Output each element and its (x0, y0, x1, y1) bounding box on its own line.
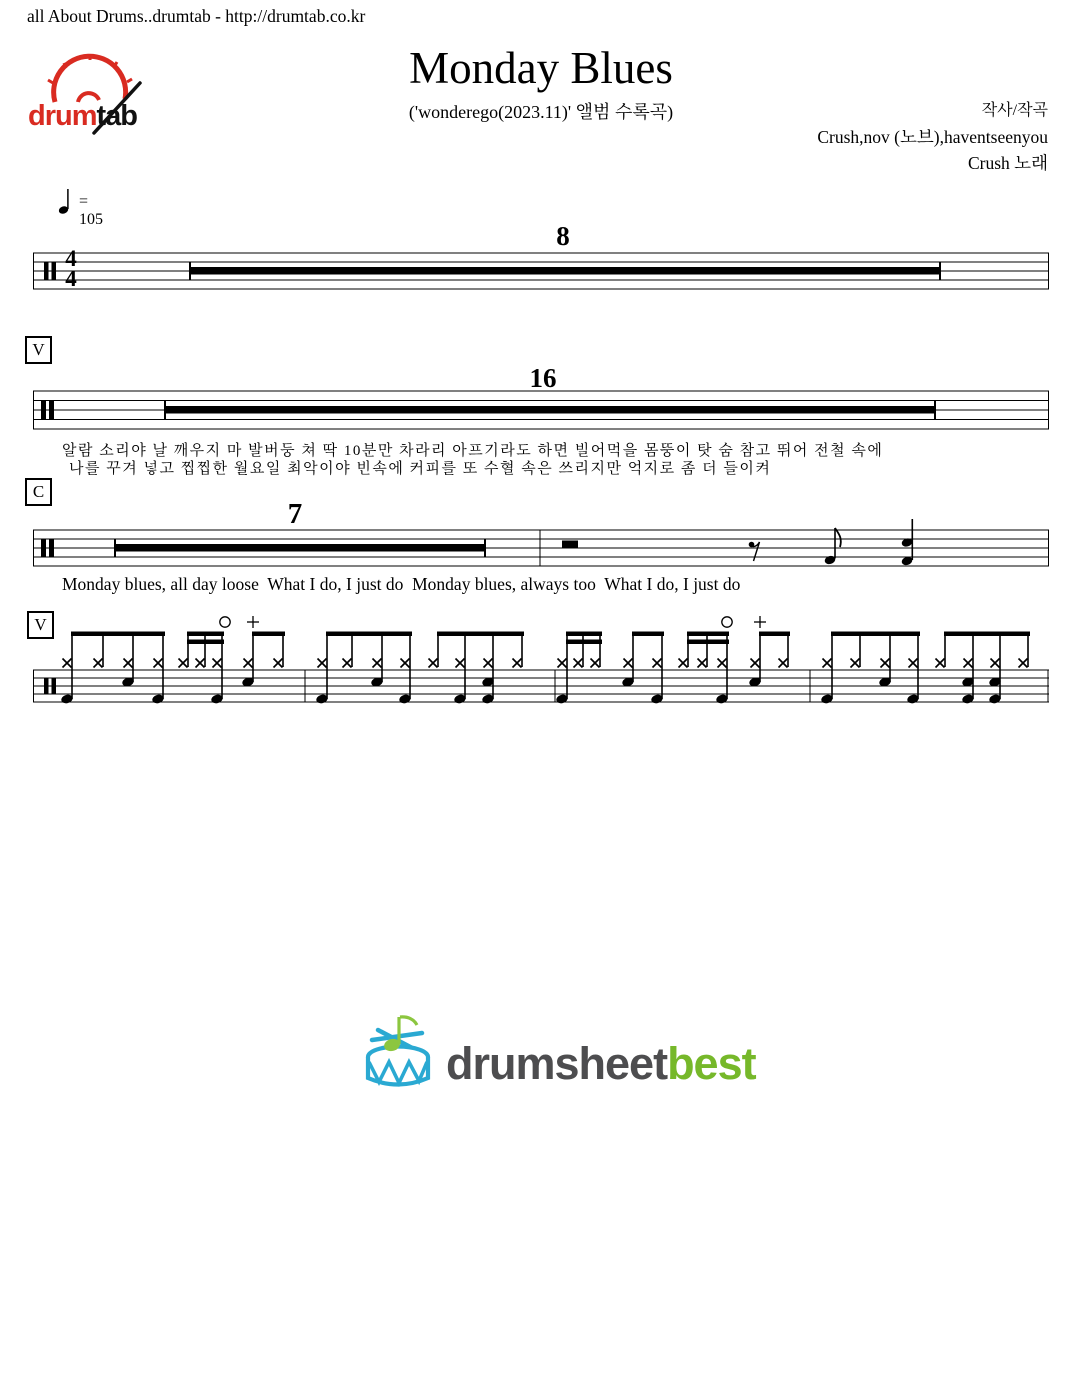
drum-hit (343, 634, 353, 668)
pickup-eighth-note (824, 528, 841, 565)
brand-accent-text: best (667, 1038, 756, 1089)
drum-hit (370, 634, 383, 688)
drum-hit (574, 634, 584, 668)
brand-main-text: drumsheet (446, 1038, 668, 1089)
drum-hit (241, 634, 254, 688)
song-title: Monday Blues (409, 43, 673, 93)
lyrics-verse-line1: 알람 소리야 날 깨우지 마 발버둥 쳐 딱 10분만 차라리 아프기라도 하면 빌어먹을 몸뚱이 탓 숨 참고 뛰어 전철 속에 (62, 443, 884, 459)
time-signature-bottom: 4 (65, 265, 77, 291)
section-label-chorus: C (25, 478, 52, 506)
logo-drum-text: drum (28, 100, 97, 132)
drum-icon (360, 1008, 436, 1094)
drum-hit (94, 634, 104, 668)
lyrics-verse-line2: 나를 꾸겨 넣고 찝찝한 월요일 최악이야 빈속에 커피를 또 수혈 속은 쓰리지만 억지로 좀 더 들이켜 (69, 461, 772, 477)
staff-system-verse (33, 387, 1050, 437)
staff-lines (33, 670, 1049, 702)
logo-tab-text: tab (96, 100, 137, 132)
brand-wordmark (446, 1038, 756, 1090)
lyrics-chorus: Monday blues, all day loose What I do, I just do Monday blues, always too What I do, I just do (62, 574, 741, 594)
multimeasure-rest (165, 401, 935, 420)
drum-hit (513, 634, 523, 668)
footer-logo[interactable] (360, 1008, 756, 1098)
beams (71, 632, 1030, 645)
drum-hit (698, 634, 708, 668)
quarter-note-icon (57, 186, 77, 218)
credit-role: 작사/작곡 (981, 102, 1048, 119)
section-label-verse2: V (27, 611, 54, 639)
drum-hit (1019, 634, 1029, 668)
drum-hit (591, 634, 601, 668)
drum-hit (274, 634, 284, 668)
pickup-chord (901, 519, 914, 566)
credit-writers: Crush,nov (노브),haventseenyou (817, 127, 1048, 147)
multirest-count-intro: 8 (556, 221, 570, 251)
staff-system-chorus (33, 514, 1050, 576)
multimeasure-rest (115, 539, 485, 557)
multirest-count-chorus: 7 (287, 498, 303, 530)
staff-system-groove (33, 608, 1050, 716)
drum-hit (179, 634, 189, 668)
open-hihat-icon (220, 617, 732, 627)
drum-hit (121, 634, 134, 688)
drum-hit (429, 634, 439, 668)
time-signature (59, 246, 83, 291)
credit-vocal: Crush 노래 (968, 153, 1048, 173)
closed-hihat-icon (247, 616, 766, 628)
drum-hit (851, 634, 861, 668)
staff-system-intro (33, 248, 1050, 298)
credits (817, 98, 1048, 176)
eighth-rest (749, 542, 760, 561)
song-subtitle: ('wonderego(2023.11)' 앨범 수록곡) (408, 102, 674, 122)
drum-hit (748, 634, 761, 688)
tempo-value: = 105 (79, 193, 103, 228)
multirest-count-verse: 16 (529, 363, 557, 393)
section-label-verse1: V (25, 336, 52, 364)
drum-hit (779, 634, 789, 668)
drum-hit (621, 634, 634, 688)
site-url[interactable]: all About Drums..drumtab - http://drumtab.co.kr (27, 6, 366, 26)
multimeasure-rest (190, 262, 940, 280)
half-rest (562, 541, 578, 548)
drum-hit (936, 634, 946, 668)
drum-hit (196, 634, 206, 668)
time-signature-top: 4 (65, 246, 77, 271)
drum-hit (679, 634, 689, 668)
drum-hit (878, 634, 891, 688)
